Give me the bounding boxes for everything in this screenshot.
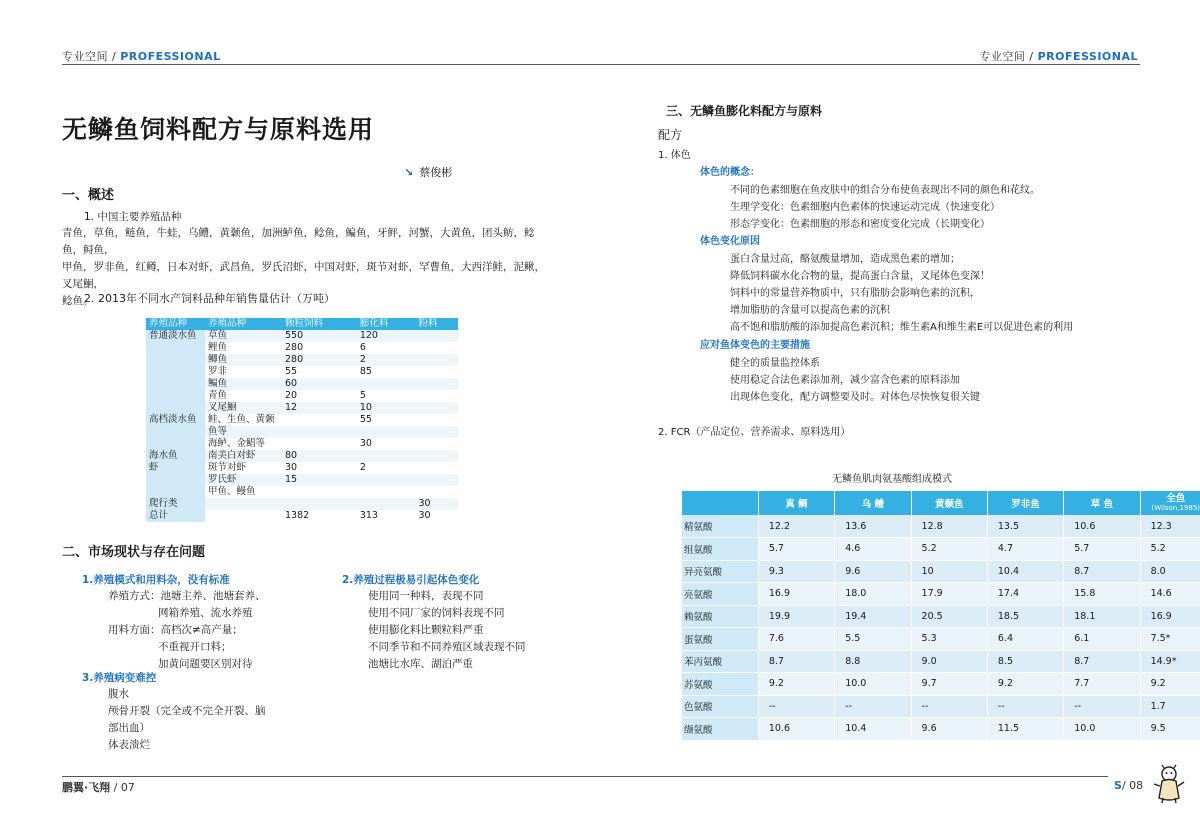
table-cell: 9.6 — [911, 718, 987, 741]
table-cell: 10.0 — [835, 673, 911, 696]
row-header: 精氨酸 — [682, 515, 758, 538]
arrow-icon: ↘ — [404, 166, 414, 179]
table-cell: 2 — [357, 354, 416, 366]
table-cell: 19.4 — [835, 605, 911, 628]
table-cell: 18.5 — [987, 605, 1063, 628]
table-cell: 斑节对虾 — [205, 462, 282, 474]
table-row — [682, 650, 1200, 673]
table-cell: 8.5 — [987, 650, 1063, 673]
table-cell: 30 — [415, 510, 458, 522]
table-cell: 5.3 — [911, 628, 987, 651]
table-cell — [146, 354, 205, 366]
table-cell: 12.3 — [1140, 515, 1200, 538]
table-cell: 5.5 — [835, 628, 911, 651]
table-cell: 16.9 — [1140, 605, 1200, 628]
table-cell: 19.9 — [758, 605, 834, 628]
table-row — [682, 695, 1200, 718]
measure-title: 应对鱼体变色的主要措施 — [700, 340, 810, 351]
formula-label: 配方 — [658, 128, 683, 142]
table-cell — [415, 486, 458, 498]
table-row — [146, 462, 458, 474]
table-cell — [282, 486, 357, 498]
concept-body: 不同的色素细胞在鱼皮肤中的组合分布使鱼表现出不同的颜色和花纹。 生理学变化：色素细胞内色素体的快速运动完成（快速变化） 形态学变化：色素细胞的形态和密度变化完成（长期变化） — [730, 185, 1040, 230]
table-cell: -- — [911, 695, 987, 718]
table-cell — [357, 486, 416, 498]
table-cell: 5.7 — [1064, 538, 1140, 561]
table-cell — [415, 462, 458, 474]
table-cell: 罗非 — [205, 366, 282, 378]
table-cell: 20 — [282, 390, 357, 402]
table-cell — [146, 486, 205, 498]
table-cell: 鱼等 — [205, 426, 282, 438]
problem1-body: 养殖方式：池塘主养、池塘套养、 网箱养殖、流水养殖 用料方面：高档次≠高产量； 不重视开口料； 加黄问题要区别对待 — [108, 590, 266, 670]
table-row — [146, 330, 458, 342]
table-cell: 总计 — [146, 510, 205, 522]
sales-heading: 2. 2013年不同水产饲料品种年销售量估计（万吨） — [84, 292, 335, 305]
cause-body: 蛋白含量过高，酪氨酸量增加，造成黑色素的增加； 降低饲料碳水化合物的量，提高蛋白含量，叉尾体色变深！ 饲料中的常量营养物质中，只有脂肪会影响色素的沉积， 增加脂肪的含量可以提高色素的沉积 高不饱和脂肪酸的添加提高色素沉积；维生素A和维生素E可以促进色素的利用 — [730, 254, 1074, 333]
table-cell — [357, 426, 416, 438]
table-cell: 叉尾鮰 — [205, 402, 282, 414]
table-row — [682, 673, 1200, 696]
table-row — [146, 510, 458, 522]
table-cell: 60 — [282, 378, 357, 390]
row-header: 亮氨酸 — [682, 583, 758, 606]
author: ↘ 蔡俊彬 — [404, 166, 453, 179]
table-row — [682, 583, 1200, 606]
table-cell: 9.0 — [911, 650, 987, 673]
table-cell: 9.7 — [911, 673, 987, 696]
table-row — [146, 378, 458, 390]
section-overview-heading: 一、概述 — [62, 188, 115, 203]
row-header: 异亮氨酸 — [682, 560, 758, 583]
table-cell — [415, 342, 458, 354]
table-cell: 12.2 — [758, 515, 834, 538]
table-cell: 鳊鱼 — [205, 378, 282, 390]
table-cell: 5 — [357, 390, 416, 402]
row-header: 组氨酸 — [682, 538, 758, 561]
table-cell: 4.7 — [987, 538, 1063, 561]
table-cell: 6 — [357, 342, 416, 354]
table-cell: -- — [758, 695, 834, 718]
table-cell: 13.6 — [835, 515, 911, 538]
table-cell: 海水鱼 — [146, 450, 205, 462]
table-cell: 6.4 — [987, 628, 1063, 651]
table-row — [146, 450, 458, 462]
page-header: 专业空间 / PROFESSIONAL — [62, 50, 221, 63]
table-cell: 5.7 — [758, 538, 834, 561]
row-header: 缬氨酸 — [682, 718, 758, 741]
species-list: 青鱼，草鱼，鲢鱼，牛蛙，乌鳢，黄颡鱼，加洲鲈鱼，鲶鱼，鳊鱼，牙鲆，河蟹，大黄鱼，团头鲂，鲶鱼，鲟鱼， 甲鱼，罗非鱼，红鳟，日本对虾，武昌鱼，罗氏沼虾，中国对虾，斑节对虾，罕曹鱼，大西洋鲑，泥鳅，叉尾鮰， 鲶鱼。 — [62, 227, 545, 307]
table-row — [146, 498, 458, 510]
table-cell — [415, 438, 458, 450]
table-cell — [415, 366, 458, 378]
table-cell: 15.8 — [1064, 583, 1140, 606]
table-cell: 2 — [357, 462, 416, 474]
table-cell: 9.6 — [835, 560, 911, 583]
fcr-item: 2. FCR（产品定位、营养需求、原料选用） — [658, 427, 851, 438]
table-cell — [146, 366, 205, 378]
table-cell — [146, 378, 205, 390]
table-row — [146, 426, 458, 438]
table-cell: 18.1 — [1064, 605, 1140, 628]
page-footer: 鹏翼·飞翔 / 07 — [62, 781, 135, 794]
table-cell — [282, 438, 357, 450]
table-row — [146, 366, 458, 378]
table-row — [146, 390, 458, 402]
table-cell — [415, 426, 458, 438]
table-row — [682, 538, 1200, 561]
problem3-body: 腹水 颅骨开裂（完全或不完全开裂、脑 部出血） 体表溃烂 — [108, 688, 266, 751]
table-cell: 55 — [282, 366, 357, 378]
table-cell: 普通淡水鱼 — [146, 330, 205, 342]
table-cell: 17.4 — [987, 583, 1063, 606]
table-cell: 30 — [415, 498, 458, 510]
table-row — [146, 486, 458, 498]
table-cell — [415, 378, 458, 390]
table-cell — [357, 378, 416, 390]
table-cell: 11.5 — [987, 718, 1063, 741]
measure-body: 健全的质量监控体系 使用稳定合法色素添加剂，减少富含色素的原料添加 出现体色变化，配方调整要及时。对体色尽快恢复很关键 — [730, 358, 980, 403]
table-cell — [415, 354, 458, 366]
footer-rule — [62, 776, 600, 777]
amino-acid-table: 真 鲷 乌 鳢 黄颡鱼 罗非鱼 草 鱼 全鱼 (Wilson,1985) 精氨酸 12.2 13.6 12.8 13.5 10.6 12.3 组氨酸 5.7 4.6 5.2 4.7 5.7 5.2 异亮氨酸 9.3 9.6 10 10.4 8.7 8.0 亮氨酸 16.9 18.0 17.9 17.4 15.8 14.6 赖氨酸 19.9 19.4 20.5 18.5 18.1 16.9 蛋氨酸 7.6 5.5 5.3 6.4 6.1 7.5* 苯丙氨酸 8.7 8.8 9.0 8.5 8.7 14.9* 苏氨酸 9.2 10.0 9.7 9.2 7.7 9.2 色氨酸 -- -- -- -- -- 1.7 缬氨酸 10.6 10.4 9.6 11.5 10.0 9.5 — [682, 491, 1200, 741]
table-cell — [146, 474, 205, 486]
table-cell: 爬行类 — [146, 498, 205, 510]
table-cell: 7.5* — [1140, 628, 1200, 651]
table-cell — [146, 402, 205, 414]
table-cell — [415, 450, 458, 462]
brand-logo-icon: S — [1114, 779, 1122, 792]
article-title: 无鳞鱼饲料配方与原料选用 — [62, 115, 375, 144]
table-cell: 17.9 — [911, 583, 987, 606]
table-cell: 罗氏虾 — [205, 474, 282, 486]
table-cell — [146, 390, 205, 402]
table-cell: 4.6 — [835, 538, 911, 561]
table-cell: 18.0 — [835, 583, 911, 606]
table-cell — [357, 498, 416, 510]
table-cell — [205, 510, 282, 522]
table-cell: 甲鱼、鳗鱼 — [205, 486, 282, 498]
table-cell: 30 — [282, 462, 357, 474]
table-cell — [205, 498, 282, 510]
table-cell: 虾 — [146, 462, 205, 474]
table-row — [146, 438, 458, 450]
problem2-title: 2.养殖过程极易引起体色变化 — [342, 574, 480, 586]
section-formula-heading: 三、无鳞鱼膨化料配方与原料 — [666, 104, 823, 118]
table-cell: 9.2 — [987, 673, 1063, 696]
table-cell: 5.2 — [911, 538, 987, 561]
table-cell: 16.9 — [758, 583, 834, 606]
table-cell: 10 — [911, 560, 987, 583]
cause-title: 体色变化原因 — [700, 236, 760, 247]
table-cell: 550 — [282, 330, 357, 342]
table-cell: 海鲈、金鲳等 — [205, 438, 282, 450]
table-cell: 青鱼 — [205, 390, 282, 402]
table-cell: 7.6 — [758, 628, 834, 651]
mascot-icon — [1152, 764, 1186, 804]
table-cell — [146, 342, 205, 354]
row-header: 色氨酸 — [682, 695, 758, 718]
table-row — [682, 605, 1200, 628]
row-header: 苯丙氨酸 — [682, 650, 758, 673]
table-row — [146, 402, 458, 414]
table-cell — [415, 414, 458, 426]
table-cell — [415, 390, 458, 402]
table-cell: 7.7 — [1064, 673, 1140, 696]
footer-rule — [600, 776, 1108, 777]
header-rule — [62, 64, 600, 65]
table-cell: 鲑、生鱼、黄颡 — [205, 414, 282, 426]
table-row — [682, 628, 1200, 651]
table-cell: -- — [987, 695, 1063, 718]
table-row — [146, 414, 458, 426]
table-cell: 12.8 — [911, 515, 987, 538]
table-cell: 9.5 — [1140, 718, 1200, 741]
table-cell: 80 — [282, 450, 357, 462]
table-cell: 30 — [357, 438, 416, 450]
table-cell: 8.0 — [1140, 560, 1200, 583]
table-cell — [146, 438, 205, 450]
table-row — [682, 515, 1200, 538]
table-cell: 5.2 — [1140, 538, 1200, 561]
table-cell: 9.2 — [1140, 673, 1200, 696]
problem2-body: 使用同一种料，表现不同 使用不同厂家的饲料表现不同 使用膨化料比颗粒料严重 不同季节和不同养殖区域表现不同 池塘比水库、湖泊严重 — [368, 590, 526, 670]
table-cell: 6.1 — [1064, 628, 1140, 651]
table-cell: -- — [1064, 695, 1140, 718]
table-cell: -- — [835, 695, 911, 718]
table-cell: 20.5 — [911, 605, 987, 628]
table-cell — [415, 330, 458, 342]
table-cell: 14.6 — [1140, 583, 1200, 606]
table-cell: 15 — [282, 474, 357, 486]
problem3-title: 3.养殖病变难控 — [82, 672, 157, 684]
table-cell — [282, 426, 357, 438]
table-cell: 9.3 — [758, 560, 834, 583]
table-cell: 14.9* — [1140, 650, 1200, 673]
row-header: 赖氨酸 — [682, 605, 758, 628]
table-cell: 10.0 — [1064, 718, 1140, 741]
table-cell — [415, 474, 458, 486]
table-cell — [415, 402, 458, 414]
color-item: 1. 体色 — [658, 150, 691, 161]
problem1-title: 1.养殖模式和用料杂，没有标准 — [82, 574, 230, 586]
species-heading: 1. 中国主要养殖品种 — [84, 211, 182, 223]
table-cell: 8.7 — [1064, 560, 1140, 583]
table-row — [146, 354, 458, 366]
table-cell: 280 — [282, 354, 357, 366]
table-cell: 10 — [357, 402, 416, 414]
table-cell — [357, 450, 416, 462]
table-cell: 南美白对虾 — [205, 450, 282, 462]
table-cell: 10.4 — [835, 718, 911, 741]
section-market-heading: 二、市场现状与存在问题 — [62, 545, 206, 560]
table-row — [146, 474, 458, 486]
table-cell: 313 — [357, 510, 416, 522]
table-cell: 280 — [282, 342, 357, 354]
right-page — [600, 0, 1200, 814]
table-cell — [282, 414, 357, 426]
header-rule — [600, 64, 1140, 65]
table-row — [146, 342, 458, 354]
table-cell: 55 — [357, 414, 416, 426]
table-cell: 13.5 — [987, 515, 1063, 538]
table-cell: 1.7 — [1140, 695, 1200, 718]
feed-sales-table: 养殖品种 养殖品种 颗粒饲料 膨化料 粉料 普通淡水鱼 草鱼 550 120 鲤鱼 280 6 鲫鱼 280 2 罗非 55 85 鳊鱼 60 青鱼 20 5 叉尾鮰 12 10 高档淡水鱼 鲑、生鱼、黄颡 55 鱼等 海鲈、金鲳等 30 海水鱼 南美白对虾 80 虾 斑节对虾 30 2 罗氏虾 15 甲鱼、鳗鱼 爬行类 30 总计 1382 313 30 — [146, 318, 458, 522]
table-cell: 鲤鱼 — [205, 342, 282, 354]
table-cell: 10.6 — [1064, 515, 1140, 538]
table-cell: 85 — [357, 366, 416, 378]
table-cell: 8.7 — [758, 650, 834, 673]
table-cell: 9.2 — [758, 673, 834, 696]
table-cell: 1382 — [282, 510, 357, 522]
table-cell: 高档淡水鱼 — [146, 414, 205, 426]
table-cell: 草鱼 — [205, 330, 282, 342]
table-cell: 8.8 — [835, 650, 911, 673]
page-footer: S/ 08 — [1114, 779, 1144, 792]
table-cell: 12 — [282, 402, 357, 414]
table-cell — [146, 426, 205, 438]
table-cell: 10.4 — [987, 560, 1063, 583]
table-row — [682, 560, 1200, 583]
row-header: 蛋氨酸 — [682, 628, 758, 651]
table-cell — [357, 474, 416, 486]
amino-table-caption: 无鳞鱼肌肉氨基酸组成模式 — [832, 474, 952, 485]
table-row — [682, 718, 1200, 741]
concept-title: 体色的概念： — [700, 167, 760, 178]
table-cell: 8.7 — [1064, 650, 1140, 673]
table-cell — [282, 498, 357, 510]
row-header: 苏氨酸 — [682, 673, 758, 696]
table-cell: 鲫鱼 — [205, 354, 282, 366]
table-cell: 10.6 — [758, 718, 834, 741]
page-header: 专业空间 / PROFESSIONAL — [979, 50, 1138, 63]
table-cell: 120 — [357, 330, 416, 342]
